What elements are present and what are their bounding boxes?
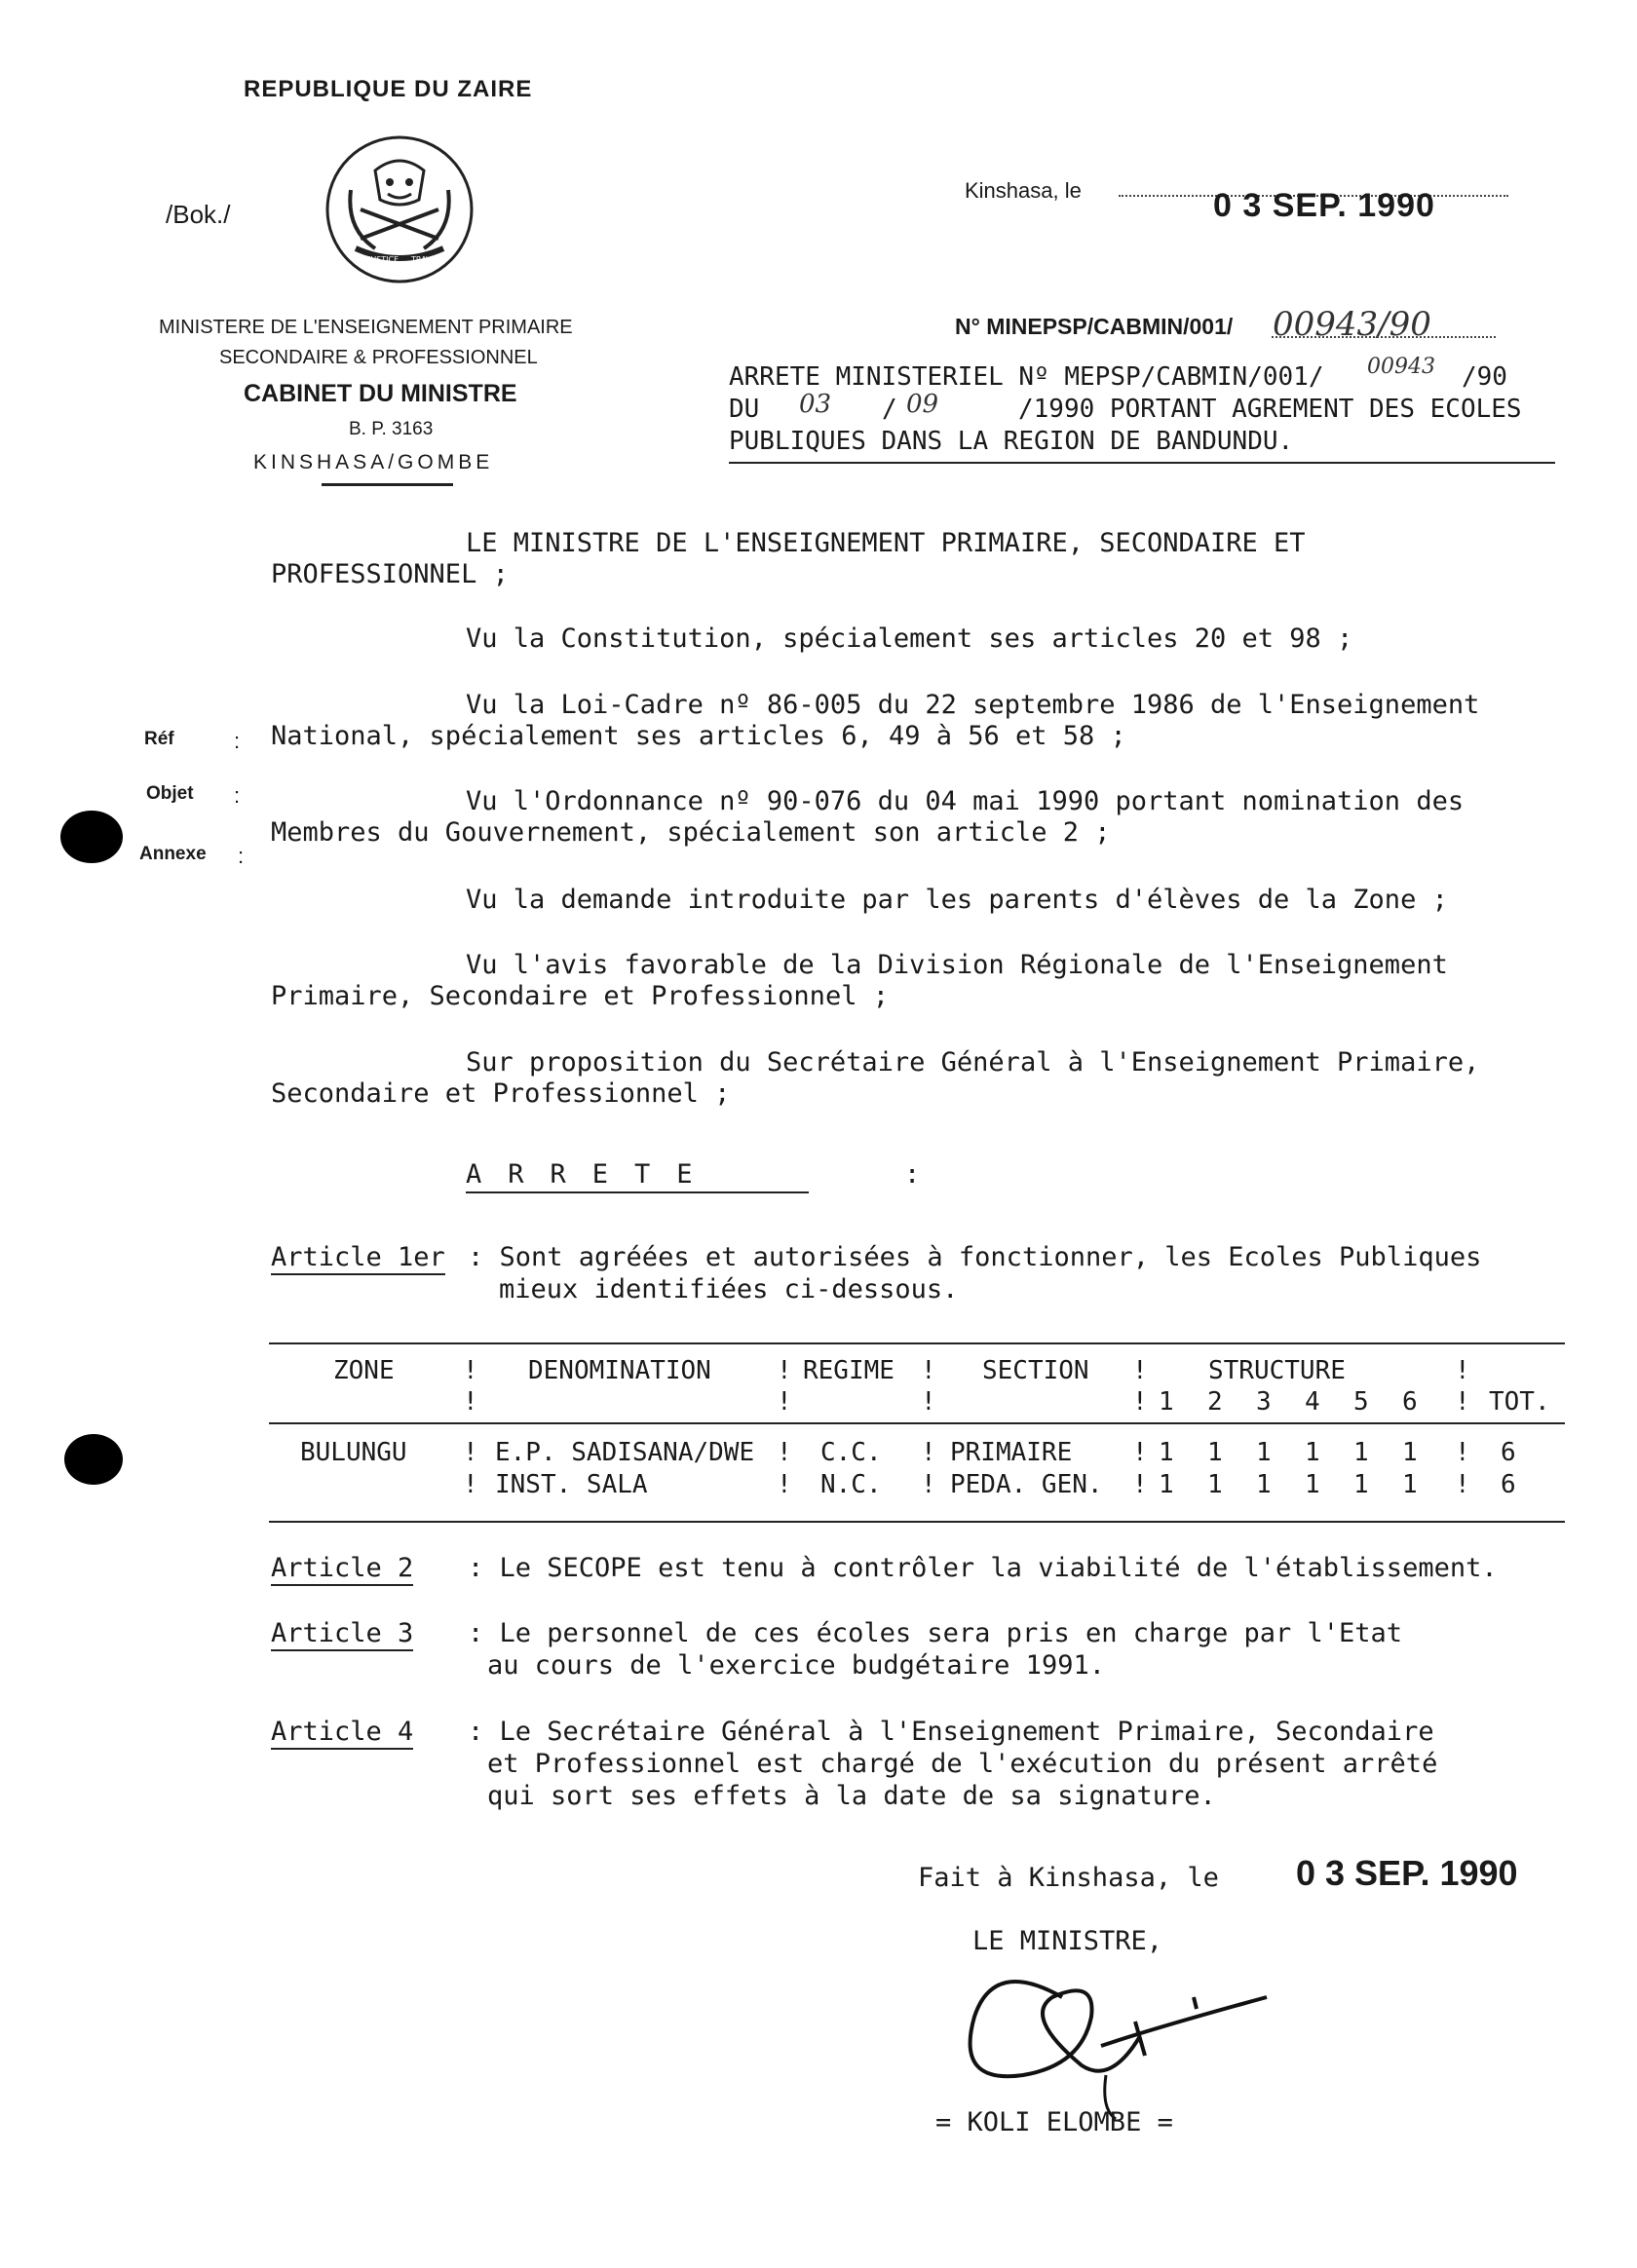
annex-label: Annexe bbox=[139, 844, 207, 864]
cell-regime: C.C. bbox=[820, 1438, 882, 1467]
col-separator: ! bbox=[463, 1438, 478, 1467]
cell-structure: 1 bbox=[1207, 1470, 1223, 1499]
cell-structure: 1 bbox=[1402, 1438, 1418, 1467]
punch-hole-mark bbox=[64, 1434, 123, 1485]
annex-colon: : bbox=[238, 844, 245, 868]
ministry-line-1: MINISTERE DE L'ENSEIGNEMENT PRIMAIRE bbox=[159, 317, 573, 338]
col-separator: ! bbox=[1132, 1356, 1148, 1385]
preamble-line-1: LE MINISTRE DE L'ENSEIGNEMENT PRIMAIRE, SECONDAIRE ET bbox=[466, 528, 1306, 558]
place-prefix: Kinshasa, le bbox=[965, 178, 1082, 203]
arrete-title-line-3: PUBLIQUES DANS LA REGION DE BANDUNDU. bbox=[729, 427, 1294, 456]
cell-structure: 1 bbox=[1207, 1438, 1223, 1467]
cabinet-heading: CABINET DU MINISTRE bbox=[244, 380, 517, 407]
arrete-colon: : bbox=[904, 1159, 921, 1190]
arrete-number-handwritten: 00943 bbox=[1367, 355, 1435, 379]
cell-regime: N.C. bbox=[820, 1470, 882, 1499]
article-3-text-line-1: : Le personnel de ces écoles sera pris en charge par l'Etat bbox=[468, 1618, 1403, 1648]
ministry-line-2: SECONDAIRE & PROFESSIONNEL bbox=[219, 347, 538, 368]
col-header-total: TOT. bbox=[1489, 1387, 1550, 1417]
minister-title: LE MINISTRE, bbox=[972, 1926, 1163, 1956]
considerant-demande: Vu la demande introduite par les parents d'élèves de la Zone ; bbox=[466, 885, 1448, 915]
cell-zone: BULUNGU bbox=[300, 1438, 407, 1467]
considerant-ordonnance-line-1: Vu l'Ordonnance nº 90-076 du 04 mai 1990 portant nomination des bbox=[466, 786, 1465, 816]
article-3-label: Article 3 bbox=[271, 1618, 413, 1651]
article-4-text-line-1: : Le Secrétaire Général à l'Enseignement Primaire, Secondaire bbox=[468, 1717, 1434, 1747]
arrete-heading: ARRETE bbox=[466, 1159, 719, 1190]
table-header-rule bbox=[269, 1422, 1565, 1424]
table-bottom-rule bbox=[269, 1521, 1565, 1523]
col-separator: ! bbox=[921, 1356, 936, 1385]
col-separator: ! bbox=[777, 1356, 792, 1385]
considerant-avis-line-2: Primaire, Secondaire et Professionnel ; bbox=[271, 981, 889, 1011]
col-separator: ! bbox=[921, 1387, 936, 1417]
cell-total: 6 bbox=[1501, 1470, 1516, 1499]
considerant-ordonnance-line-2: Membres du Gouvernement, spécialement son article 2 ; bbox=[271, 817, 1111, 848]
article-4-text-line-3: qui sort ses effets à la date de sa signature. bbox=[487, 1781, 1216, 1811]
cell-denomination: INST. SALA bbox=[495, 1470, 648, 1499]
cell-structure: 1 bbox=[1305, 1438, 1320, 1467]
arrete-title-line-1: ARRETE MINISTERIEL Nº MEPSP/CABMIN/001/ bbox=[729, 362, 1324, 392]
arrete-title-line-1-end: /90 bbox=[1462, 362, 1507, 392]
ref-colon: : bbox=[234, 729, 241, 753]
article-4-text-line-2: et Professionnel est chargé de l'exécution du présent arrêté bbox=[487, 1749, 1438, 1779]
considerant-proposition-line-2: Secondaire et Professionnel ; bbox=[271, 1078, 731, 1109]
cell-structure: 1 bbox=[1159, 1438, 1174, 1467]
zaire-coat-of-arms-icon bbox=[322, 132, 477, 287]
col-header-zone: ZONE bbox=[333, 1356, 395, 1385]
arrete-title-line-2: /1990 PORTANT AGREMENT DES ECOLES bbox=[1018, 395, 1522, 424]
col-separator: ! bbox=[1455, 1356, 1470, 1385]
col-header-regime: REGIME bbox=[803, 1356, 895, 1385]
number-dotted-line bbox=[1272, 336, 1496, 338]
cell-structure: 1 bbox=[1305, 1470, 1320, 1499]
col-separator: ! bbox=[463, 1470, 478, 1499]
arrete-title-underline bbox=[729, 462, 1555, 464]
article-3-text-line-2: au cours de l'exercice budgétaire 1991. bbox=[487, 1650, 1105, 1681]
cell-structure: 1 bbox=[1402, 1470, 1418, 1499]
cell-denomination: E.P. SADISANA/DWE bbox=[495, 1438, 755, 1467]
col-separator: ! bbox=[1132, 1387, 1148, 1417]
col-separator: ! bbox=[1455, 1470, 1470, 1499]
object-colon: : bbox=[234, 783, 241, 808]
arrete-day-handwritten: 03 bbox=[799, 390, 832, 419]
col-header-section: SECTION bbox=[982, 1356, 1089, 1385]
col-separator: ! bbox=[777, 1438, 792, 1467]
col-header-year-3: 3 bbox=[1256, 1387, 1272, 1417]
preamble-line-2: PROFESSIONNEL ; bbox=[271, 559, 509, 589]
republic-heading: REPUBLIQUE DU ZAIRE bbox=[244, 76, 533, 102]
arrete-month-handwritten: 09 bbox=[906, 390, 939, 419]
considerant-proposition-line-1: Sur proposition du Secrétaire Général à l'Enseignement Primaire, bbox=[466, 1047, 1480, 1077]
col-separator: ! bbox=[921, 1438, 936, 1467]
cell-structure: 1 bbox=[1353, 1470, 1369, 1499]
arrete-heading-underline bbox=[466, 1191, 809, 1193]
emblem-motto-2: PAIX bbox=[392, 260, 409, 269]
col-separator: ! bbox=[1132, 1470, 1148, 1499]
ref-label: Réf bbox=[144, 729, 174, 749]
cell-structure: 1 bbox=[1353, 1438, 1369, 1467]
arrete-title-du: DU bbox=[729, 395, 760, 424]
col-separator: ! bbox=[1455, 1438, 1470, 1467]
cell-section: PEDA. GEN. bbox=[950, 1470, 1103, 1499]
date-stamp: 0 3 SEP. 1990 bbox=[1213, 187, 1435, 224]
table-top-rule bbox=[269, 1342, 1565, 1344]
minister-name: = KOLI ELOMBE = bbox=[935, 2107, 1173, 2137]
cell-structure: 1 bbox=[1159, 1470, 1174, 1499]
document-number-prefix: N° MINEPSP/CABMIN/001/ bbox=[955, 314, 1234, 339]
city-line: KINSHASA/GOMBE bbox=[253, 451, 494, 473]
considerant-constitution: Vu la Constitution, spécialement ses articles 20 et 98 ; bbox=[466, 624, 1353, 654]
city-underline bbox=[322, 483, 453, 486]
object-label: Objet bbox=[146, 783, 194, 804]
article-2-label: Article 2 bbox=[271, 1553, 413, 1586]
col-header-year-6: 6 bbox=[1402, 1387, 1418, 1417]
col-header-structure: STRUCTURE bbox=[1208, 1356, 1346, 1385]
col-separator: ! bbox=[1132, 1438, 1148, 1467]
cell-total: 6 bbox=[1501, 1438, 1516, 1467]
col-separator: ! bbox=[777, 1470, 792, 1499]
considerant-loi-line-1: Vu la Loi-Cadre nº 86-005 du 22 septembre 1986 de l'Enseignement bbox=[466, 690, 1480, 720]
article-1-label: Article 1er bbox=[271, 1242, 445, 1275]
considerant-loi-line-2: National, spécialement ses articles 6, 49 à 56 et 58 ; bbox=[271, 721, 1126, 751]
col-header-denomination: DENOMINATION bbox=[528, 1356, 711, 1385]
minister-signature bbox=[935, 1939, 1286, 2124]
article-1-text-line-1: : Sont agréées et autorisées à fonctionner, les Ecoles Publiques bbox=[468, 1242, 1482, 1272]
document-number-handwritten: 00943/90 bbox=[1273, 305, 1431, 344]
col-separator: ! bbox=[1455, 1387, 1470, 1417]
col-separator: ! bbox=[463, 1356, 478, 1385]
postal-box: B. P. 3163 bbox=[349, 419, 434, 439]
considerant-avis-line-1: Vu l'avis favorable de la Division Régionale de l'Enseignement bbox=[466, 950, 1448, 980]
col-header-year-4: 4 bbox=[1305, 1387, 1320, 1417]
col-header-year-1: 1 bbox=[1159, 1387, 1174, 1417]
col-separator: ! bbox=[463, 1387, 478, 1417]
done-at-line: Fait à Kinshasa, le bbox=[918, 1863, 1219, 1893]
emblem-motto-1: JUSTICE bbox=[368, 255, 400, 264]
emblem-motto-3: TRAVAIL bbox=[411, 255, 443, 264]
col-header-year-2: 2 bbox=[1207, 1387, 1223, 1417]
cell-structure: 1 bbox=[1256, 1470, 1272, 1499]
cell-structure: 1 bbox=[1256, 1438, 1272, 1467]
reference-code: /Bok./ bbox=[166, 200, 231, 229]
article-4-label: Article 4 bbox=[271, 1717, 413, 1750]
cell-section: PRIMAIRE bbox=[950, 1438, 1073, 1467]
article-2-text: : Le SECOPE est tenu à contrôler la viabilité de l'établissement. bbox=[468, 1553, 1498, 1583]
col-separator: ! bbox=[777, 1387, 792, 1417]
arrete-date-separator: / bbox=[882, 395, 897, 424]
col-separator: ! bbox=[921, 1470, 936, 1499]
punch-hole-mark bbox=[60, 811, 123, 863]
article-1-text-line-2: mieux identifiées ci-dessous. bbox=[499, 1274, 959, 1304]
closing-date-stamp: 0 3 SEP. 1990 bbox=[1296, 1853, 1518, 1893]
col-header-year-5: 5 bbox=[1353, 1387, 1369, 1417]
